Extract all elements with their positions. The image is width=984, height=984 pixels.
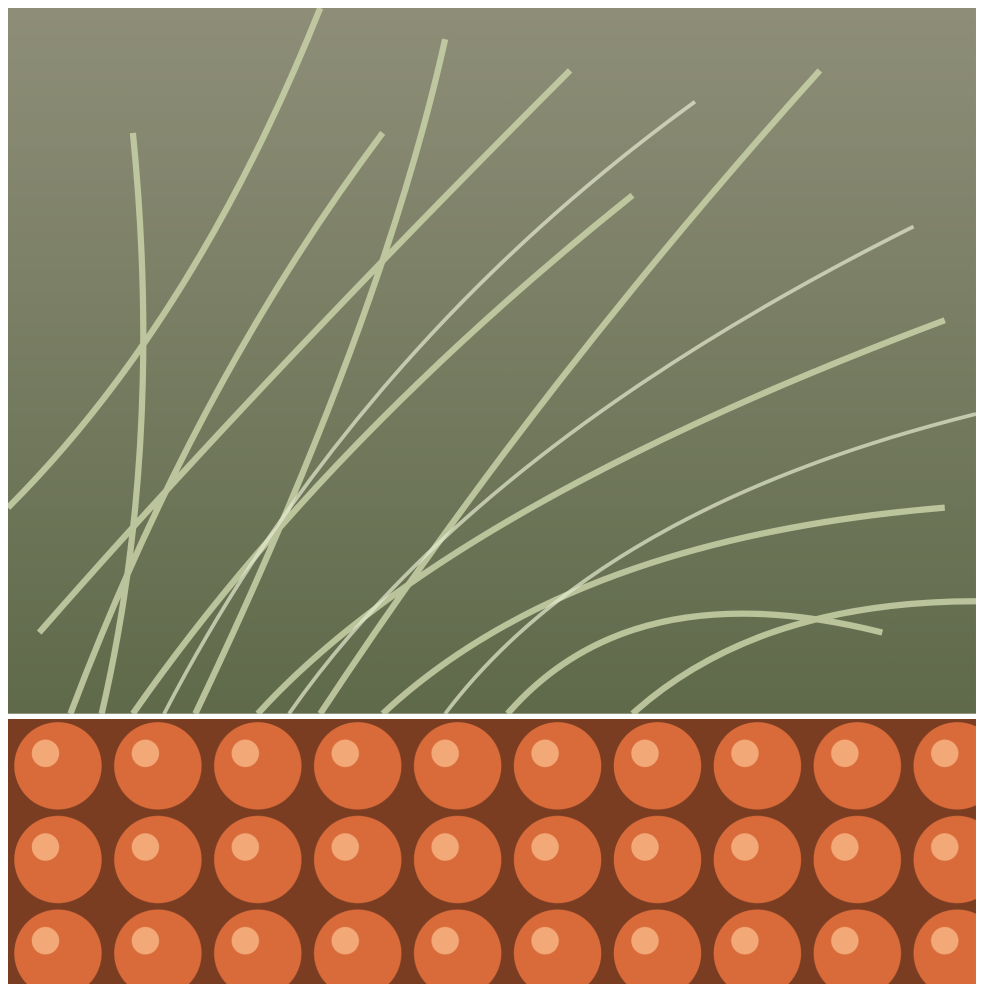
tomatoes-photo-icon [8, 719, 976, 984]
grass-photo-icon [8, 8, 976, 714]
photo-grass [8, 8, 976, 719]
photo-grid [8, 8, 976, 984]
photo-tomatoes-crate [8, 719, 976, 984]
